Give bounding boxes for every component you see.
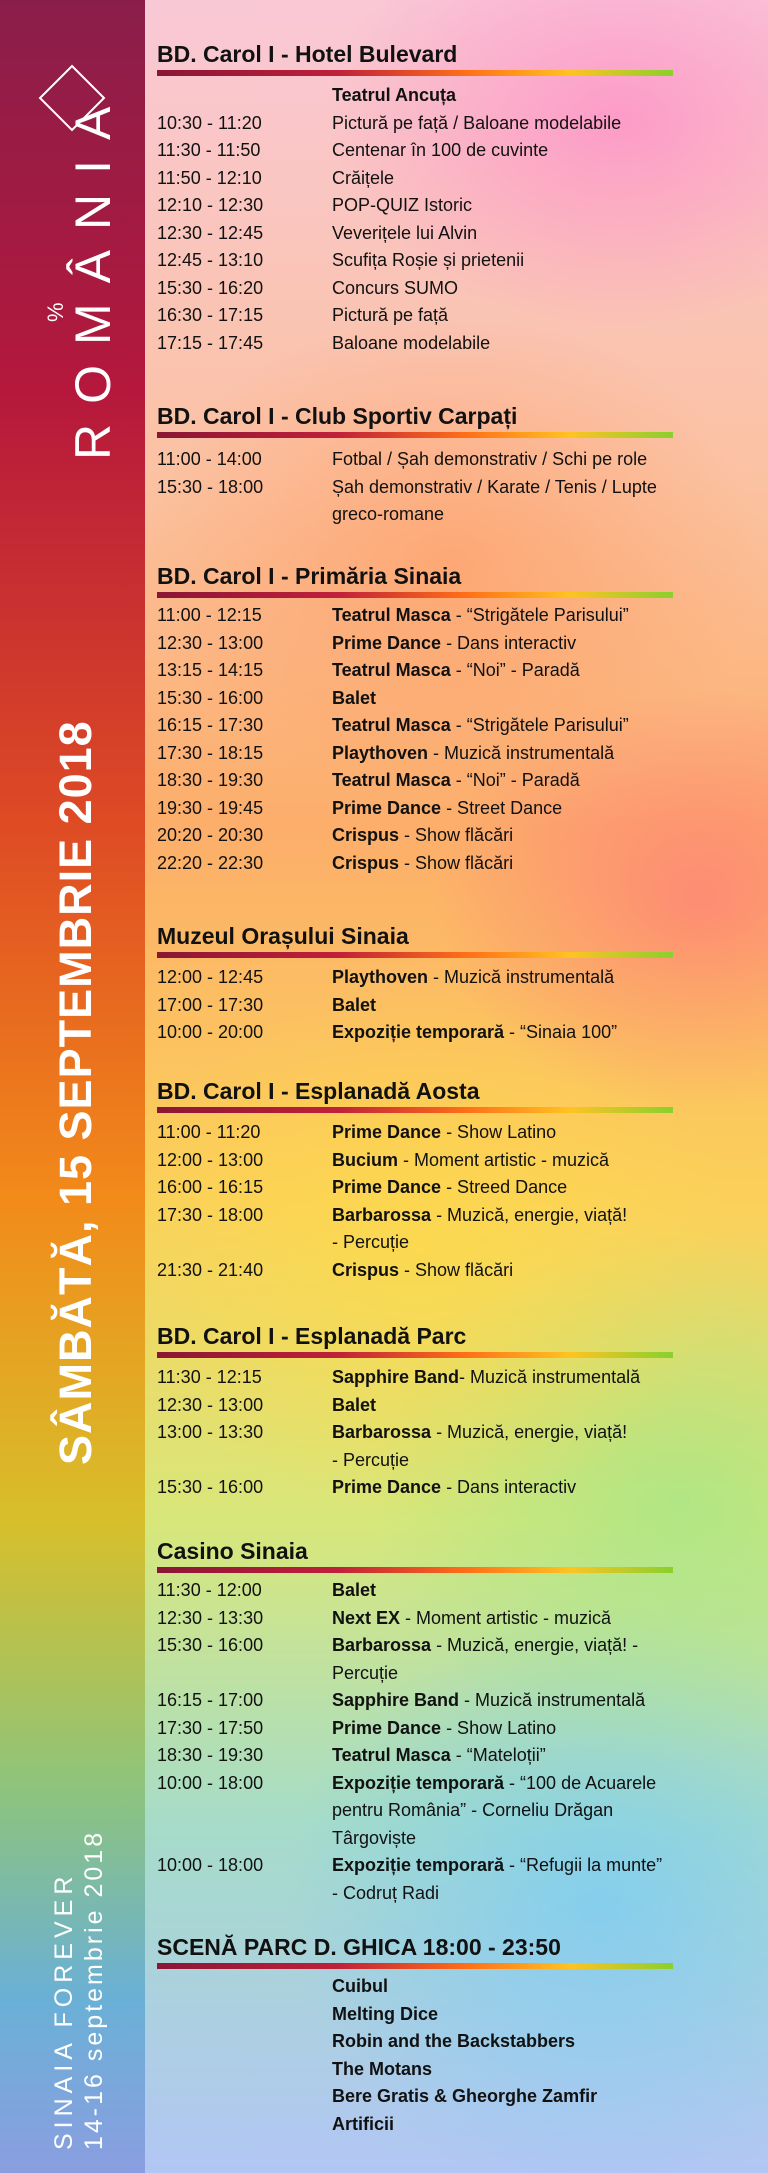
section-title: SCENĂ PARC D. GHICA 18:00 - 23:50	[157, 1934, 561, 1960]
row-performer: Crispus	[332, 1259, 400, 1280]
row-time: 10:00 - 18:00	[157, 1772, 264, 1793]
row-desc: Șah demonstrativ / Karate / Tenis / Lupte	[332, 476, 657, 497]
section-esplanada-aosta	[157, 1077, 747, 1284]
row-time: 20:20 - 20:30	[157, 825, 264, 845]
schedule-row	[157, 822, 747, 850]
row-performer: Prime Dance	[332, 1717, 442, 1738]
row-performer: Barbarossa	[332, 1204, 432, 1225]
schedule-row	[157, 1742, 747, 1770]
row-continuation: Târgoviște	[332, 1827, 417, 1848]
row-time: 10:00 - 18:00	[157, 1855, 264, 1875]
row-time: 16:00 - 16:15	[157, 1177, 264, 1197]
row-time: 15:30 - 16:00	[157, 687, 264, 708]
schedule-row	[157, 247, 747, 275]
artist-item: Bere Gratis & Gheorghe Zamfir	[332, 2086, 598, 2106]
row-desc: - Show flăcări	[399, 852, 514, 873]
schedule-row	[157, 1202, 747, 1230]
row-time: 15:30 - 16:00	[157, 1635, 264, 1655]
row-time: 13:00 - 13:30	[157, 1422, 264, 1442]
schedule-row	[157, 1770, 747, 1798]
row-performer: Teatrul Masca	[332, 1745, 451, 1765]
row-time: 12:00 - 13:00	[157, 1149, 264, 1170]
schedule-row	[157, 1364, 747, 1392]
row-performer: Next EX	[332, 1607, 401, 1628]
section-title: Casino Sinaia	[157, 1538, 308, 1564]
section-esplanada-parc	[157, 1322, 747, 1502]
row-time: 22:20 - 22:30	[157, 852, 264, 873]
row-time: 17:30 - 18:15	[157, 742, 264, 763]
section-scena-parc	[157, 1933, 747, 2138]
row-continuation: - Percuție	[332, 1449, 410, 1470]
row-desc: - Muzică instrumentală	[459, 1690, 646, 1710]
schedule-row	[157, 1419, 747, 1447]
row-time: 10:30 - 11:20	[157, 112, 262, 133]
row-desc: Fotbal / Șah demonstrativ / Schi pe role	[332, 449, 648, 469]
section-primaria-sinaia	[157, 562, 747, 877]
row-continuation: - Codruț Radi	[332, 1882, 440, 1903]
festival-dates: 14-16 septembrie 2018	[80, 1829, 108, 2150]
row-desc: - “Sinaia 100”	[504, 1022, 618, 1042]
row-desc: - Show Latino	[441, 1122, 557, 1142]
schedule-row	[157, 1632, 747, 1660]
schedule-row	[157, 657, 747, 685]
row-continuation: - Percuție	[332, 1232, 410, 1252]
row-performer: Crispus	[332, 852, 400, 873]
row-time: 15:30 - 16:20	[157, 277, 264, 298]
row-performer: Prime Dance	[332, 797, 442, 818]
schedule-row	[157, 110, 747, 138]
schedule-row	[157, 220, 747, 248]
row-desc: Baloane modelabile	[332, 332, 491, 353]
row-performer: Sapphire Band	[332, 1367, 460, 1387]
row-desc: - Muzică instrumentală	[459, 1367, 641, 1387]
row-desc: - Muzică instrumentală	[428, 967, 615, 987]
artist-item: The Motans	[332, 2058, 433, 2079]
schedule-row	[157, 446, 747, 474]
row-time: 16:30 - 17:15	[157, 305, 264, 325]
row-desc: - Muzică, energie, viață!	[431, 1422, 628, 1442]
row-performer: Expoziție temporară	[332, 1022, 505, 1042]
schedule-row	[157, 767, 747, 795]
row-desc: - Show flăcări	[399, 825, 514, 845]
section-muzeul-orasului	[157, 922, 747, 1047]
row-time: 12:45 - 13:10	[157, 250, 264, 270]
event-date-title: SÂMBĂTĂ, 15 SEPTEMBRIE 2018	[50, 720, 101, 1465]
row-time: 17:30 - 18:00	[157, 1204, 264, 1225]
schedule-row	[157, 1019, 747, 1047]
row-desc: Concurs SUMO	[332, 277, 459, 298]
schedule-row	[157, 474, 747, 502]
section-title: BD. Carol I - Club Sportiv Carpați	[157, 403, 518, 429]
row-desc: Scufița Roșie și prietenii	[332, 250, 525, 270]
row-time: 12:30 - 12:45	[157, 222, 264, 243]
schedule-row	[157, 1852, 747, 1880]
schedule-row	[157, 1715, 747, 1743]
row-desc: - Street Dance	[441, 797, 563, 818]
row-continuation: greco-romane	[332, 504, 445, 524]
row-desc: - “Mateloții”	[450, 1745, 546, 1765]
row-continuation: pentru România” - Corneliu Drăgan	[332, 1800, 614, 1820]
section-hotel-bulevard	[157, 40, 747, 357]
row-desc: - “Strigătele Parisului”	[450, 715, 629, 735]
schedule-row	[157, 1119, 747, 1147]
schedule-row	[157, 1174, 747, 1202]
row-time: 18:30 - 19:30	[157, 770, 264, 790]
schedule-row	[157, 1687, 747, 1715]
row-time: 12:30 - 13:00	[157, 632, 264, 653]
artist-item: Cuibul	[332, 1976, 388, 1996]
row-time: 18:30 - 19:30	[157, 1745, 264, 1765]
row-performer: Expoziție temporară	[332, 1772, 505, 1793]
row-time: 15:30 - 18:00	[157, 476, 264, 497]
section-title: Muzeul Orașului Sinaia	[157, 923, 409, 949]
row-desc: - Muzică, energie, viață!	[431, 1204, 628, 1225]
row-time: 16:15 - 17:30	[157, 715, 264, 735]
row-desc: - Muzică, energie, viață! -	[431, 1635, 639, 1655]
row-time: 16:15 - 17:00	[157, 1690, 264, 1710]
row-desc: - Streed Dance	[441, 1177, 568, 1197]
row-performer: Balet	[332, 994, 377, 1015]
row-desc: - Muzică instrumentală	[428, 742, 615, 763]
schedule-row	[157, 1474, 747, 1502]
row-performer: Teatrul Masca	[332, 770, 451, 790]
row-performer: Prime Dance	[332, 1177, 442, 1197]
schedule-row	[157, 630, 747, 658]
row-time: 13:15 - 14:15	[157, 660, 264, 680]
row-time: 12:00 - 12:45	[157, 967, 264, 987]
row-time: 17:30 - 17:50	[157, 1717, 264, 1738]
row-performer: Crispus	[332, 825, 400, 845]
schedule-row	[157, 1257, 747, 1285]
row-performer: Prime Dance	[332, 1122, 442, 1142]
row-desc: - Show flăcări	[399, 1259, 514, 1280]
row-desc: POP-QUIZ Istoric	[332, 195, 473, 215]
section-title: BD. Carol I - Hotel Bulevard	[157, 41, 458, 67]
schedule-row	[157, 964, 747, 992]
schedule-row	[157, 275, 747, 303]
schedule-row	[157, 602, 747, 630]
section-divider	[157, 70, 673, 76]
row-time: 11:30 - 12:00	[157, 1580, 262, 1600]
row-time: 10:00 - 20:00	[157, 1022, 264, 1042]
row-time: 11:50 - 12:10	[157, 167, 262, 188]
section-title: BD. Carol I - Esplanadă Aosta	[157, 1078, 480, 1104]
schedule-row	[157, 302, 747, 330]
row-time: 12:30 - 13:00	[157, 1394, 264, 1415]
row-performer: Expoziție temporară	[332, 1855, 505, 1875]
row-performer: Prime Dance	[332, 632, 442, 653]
row-time: 11:00 - 12:15	[157, 605, 262, 625]
row-desc: - “Refugii la munte”	[504, 1855, 663, 1875]
row-continuation: Percuție	[332, 1662, 399, 1683]
row-desc: - Moment artistic - muzică	[400, 1607, 612, 1628]
row-time: 17:00 - 17:30	[157, 994, 264, 1015]
schedule-row	[157, 1392, 747, 1420]
row-desc: Centenar în 100 de cuvinte	[332, 140, 549, 160]
schedule-row	[157, 795, 747, 823]
schedule-row	[157, 992, 747, 1020]
artist-item: Robin and the Backstabbers	[332, 2031, 576, 2051]
row-desc: - Show Latino	[441, 1717, 557, 1738]
festival-name: SINAIA FOREVER	[50, 1871, 78, 2150]
row-performer: Playthoven	[332, 742, 429, 763]
venue-subheader: Teatrul Ancuța	[332, 85, 457, 105]
row-desc: Veverițele lui Alvin	[332, 222, 478, 243]
logo-percent-mark: %	[43, 302, 68, 322]
row-time: 11:30 - 11:50	[157, 140, 261, 160]
artist-item: Melting Dice	[332, 2003, 439, 2024]
row-desc: - “Noi” - Paradă	[450, 660, 580, 680]
row-time: 11:00 - 14:00	[157, 449, 262, 469]
row-performer: Prime Dance	[332, 1477, 442, 1497]
section-casino-sinaia	[157, 1537, 747, 1907]
row-desc: Pictură pe față / Baloane modelabile	[332, 112, 622, 133]
row-performer: Balet	[332, 1580, 377, 1600]
schedule-row	[157, 685, 747, 713]
row-performer: Balet	[332, 1394, 377, 1415]
section-title: BD. Carol I - Esplanadă Parc	[157, 1323, 467, 1349]
row-performer: Barbarossa	[332, 1422, 432, 1442]
row-performer: Teatrul Masca	[332, 605, 451, 625]
row-desc: - Dans interactiv	[441, 1477, 577, 1497]
schedule-row	[157, 137, 747, 165]
row-time: 11:30 - 12:15	[157, 1367, 262, 1387]
row-performer: Teatrul Masca	[332, 715, 451, 735]
row-time: 19:30 - 19:45	[157, 797, 264, 818]
row-performer: Teatrul Masca	[332, 660, 451, 680]
schedule-row	[157, 192, 747, 220]
section-title: BD. Carol I - Primăria Sinaia	[157, 563, 462, 589]
row-desc: Pictură pe față	[332, 305, 449, 325]
row-time: 21:30 - 21:40	[157, 1259, 264, 1280]
row-desc: - “Noi” - Paradă	[450, 770, 580, 790]
row-time: 12:10 - 12:30	[157, 195, 264, 215]
row-time: 15:30 - 16:00	[157, 1477, 264, 1497]
row-time: 12:30 - 13:30	[157, 1607, 264, 1628]
schedule-row	[157, 850, 747, 878]
schedule-row	[157, 1605, 747, 1633]
artist-item: Artificii	[332, 2113, 395, 2134]
row-performer: Playthoven	[332, 967, 429, 987]
schedule-row	[157, 330, 747, 358]
schedule-row	[157, 1147, 747, 1175]
row-performer: Bucium	[332, 1149, 399, 1170]
schedule-row	[157, 740, 747, 768]
schedule-row	[157, 165, 747, 193]
row-performer: Balet	[332, 687, 377, 708]
row-desc: - Moment artistic - muzică	[398, 1149, 610, 1170]
schedule-row	[157, 1577, 747, 1605]
row-performer: Barbarossa	[332, 1635, 432, 1655]
row-desc: Crăițele	[332, 167, 395, 188]
row-performer: Sapphire Band	[332, 1690, 460, 1710]
row-time: 17:15 - 17:45	[157, 332, 264, 353]
row-desc: - “Strigătele Parisului”	[450, 605, 629, 625]
section-club-sportiv-carpati	[157, 402, 747, 529]
sidebar	[0, 0, 145, 2173]
logo-wordmark: ROMÂNIA	[65, 86, 121, 460]
row-desc: - “100 de Acuarele	[504, 1772, 657, 1793]
row-time: 11:00 - 11:20	[157, 1122, 261, 1142]
schedule-row	[157, 712, 747, 740]
row-desc: - Dans interactiv	[441, 632, 577, 653]
